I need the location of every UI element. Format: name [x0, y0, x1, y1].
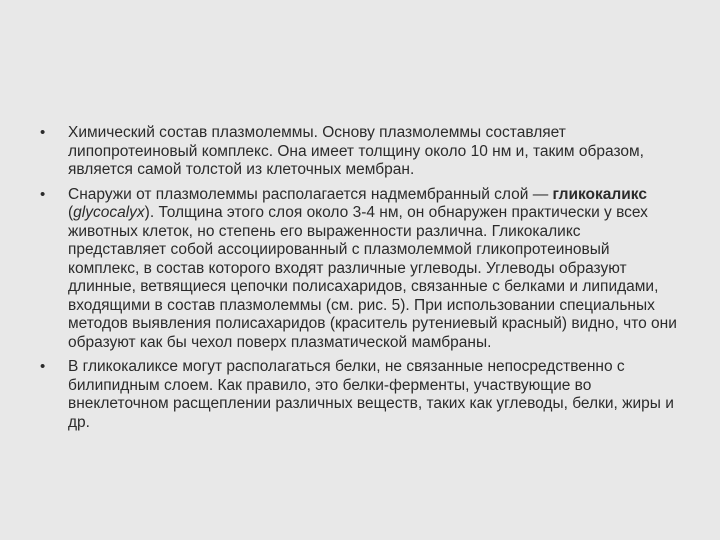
list-item	[40, 124, 680, 180]
bullet-icon: •	[40, 185, 46, 203]
paragraph-chemical-composition: Химический состав плазмолеммы. Основу плазмолеммы составляет липопротеиновый комплекс. Она имеет толщину около 10 нм и, таким образом, является самой толстой из клеточных мембран.	[68, 124, 644, 178]
list-item	[40, 186, 680, 353]
glycocalyx-term: гликокаликс	[552, 185, 647, 203]
bullet-icon: •	[40, 358, 46, 375]
bullet-list	[40, 124, 680, 438]
paragraph-glycocalyx-proteins: В гликокаликсе могут располагаться белки, не связанные непосредственно с билипидным слоем. Как правило, это белки-ферменты, участвующие во внеклеточном расщеплении различных веществ, таких как углеводы, белки, жиры и др.	[68, 358, 674, 431]
glycocalyx-latin-term: glycocalyx	[73, 204, 145, 221]
paragraph-glycocalyx	[68, 186, 677, 351]
paren-open: (	[68, 204, 74, 221]
glycocalyx-text-before: Снаружи от плазмолеммы располагается надмембранный слой —	[68, 185, 553, 203]
glycocalyx-text-after: ). Толщина этого слоя около 3-4 нм, он обнаружен практически у всех животных клеток, но степень его выраженности различна. Гликокаликс представляет собой ассоциированный с плазмолеммой гликопротеиновый комплекс, в состав которого входят различные углеводы. Углеводы образуют длинные, ветвящиеся цепочки полисахаридов, связанные с белками и липидами, входящими в состав плазмолеммы (см. рис. 5). При использовании специальных методов выявления полисахаридов (краситель рутениевый красный) видно, что они образуют как бы чехол поверх плазматической мамбраны.	[68, 204, 677, 351]
bullet-icon: •	[40, 124, 46, 141]
list-item	[40, 358, 680, 432]
